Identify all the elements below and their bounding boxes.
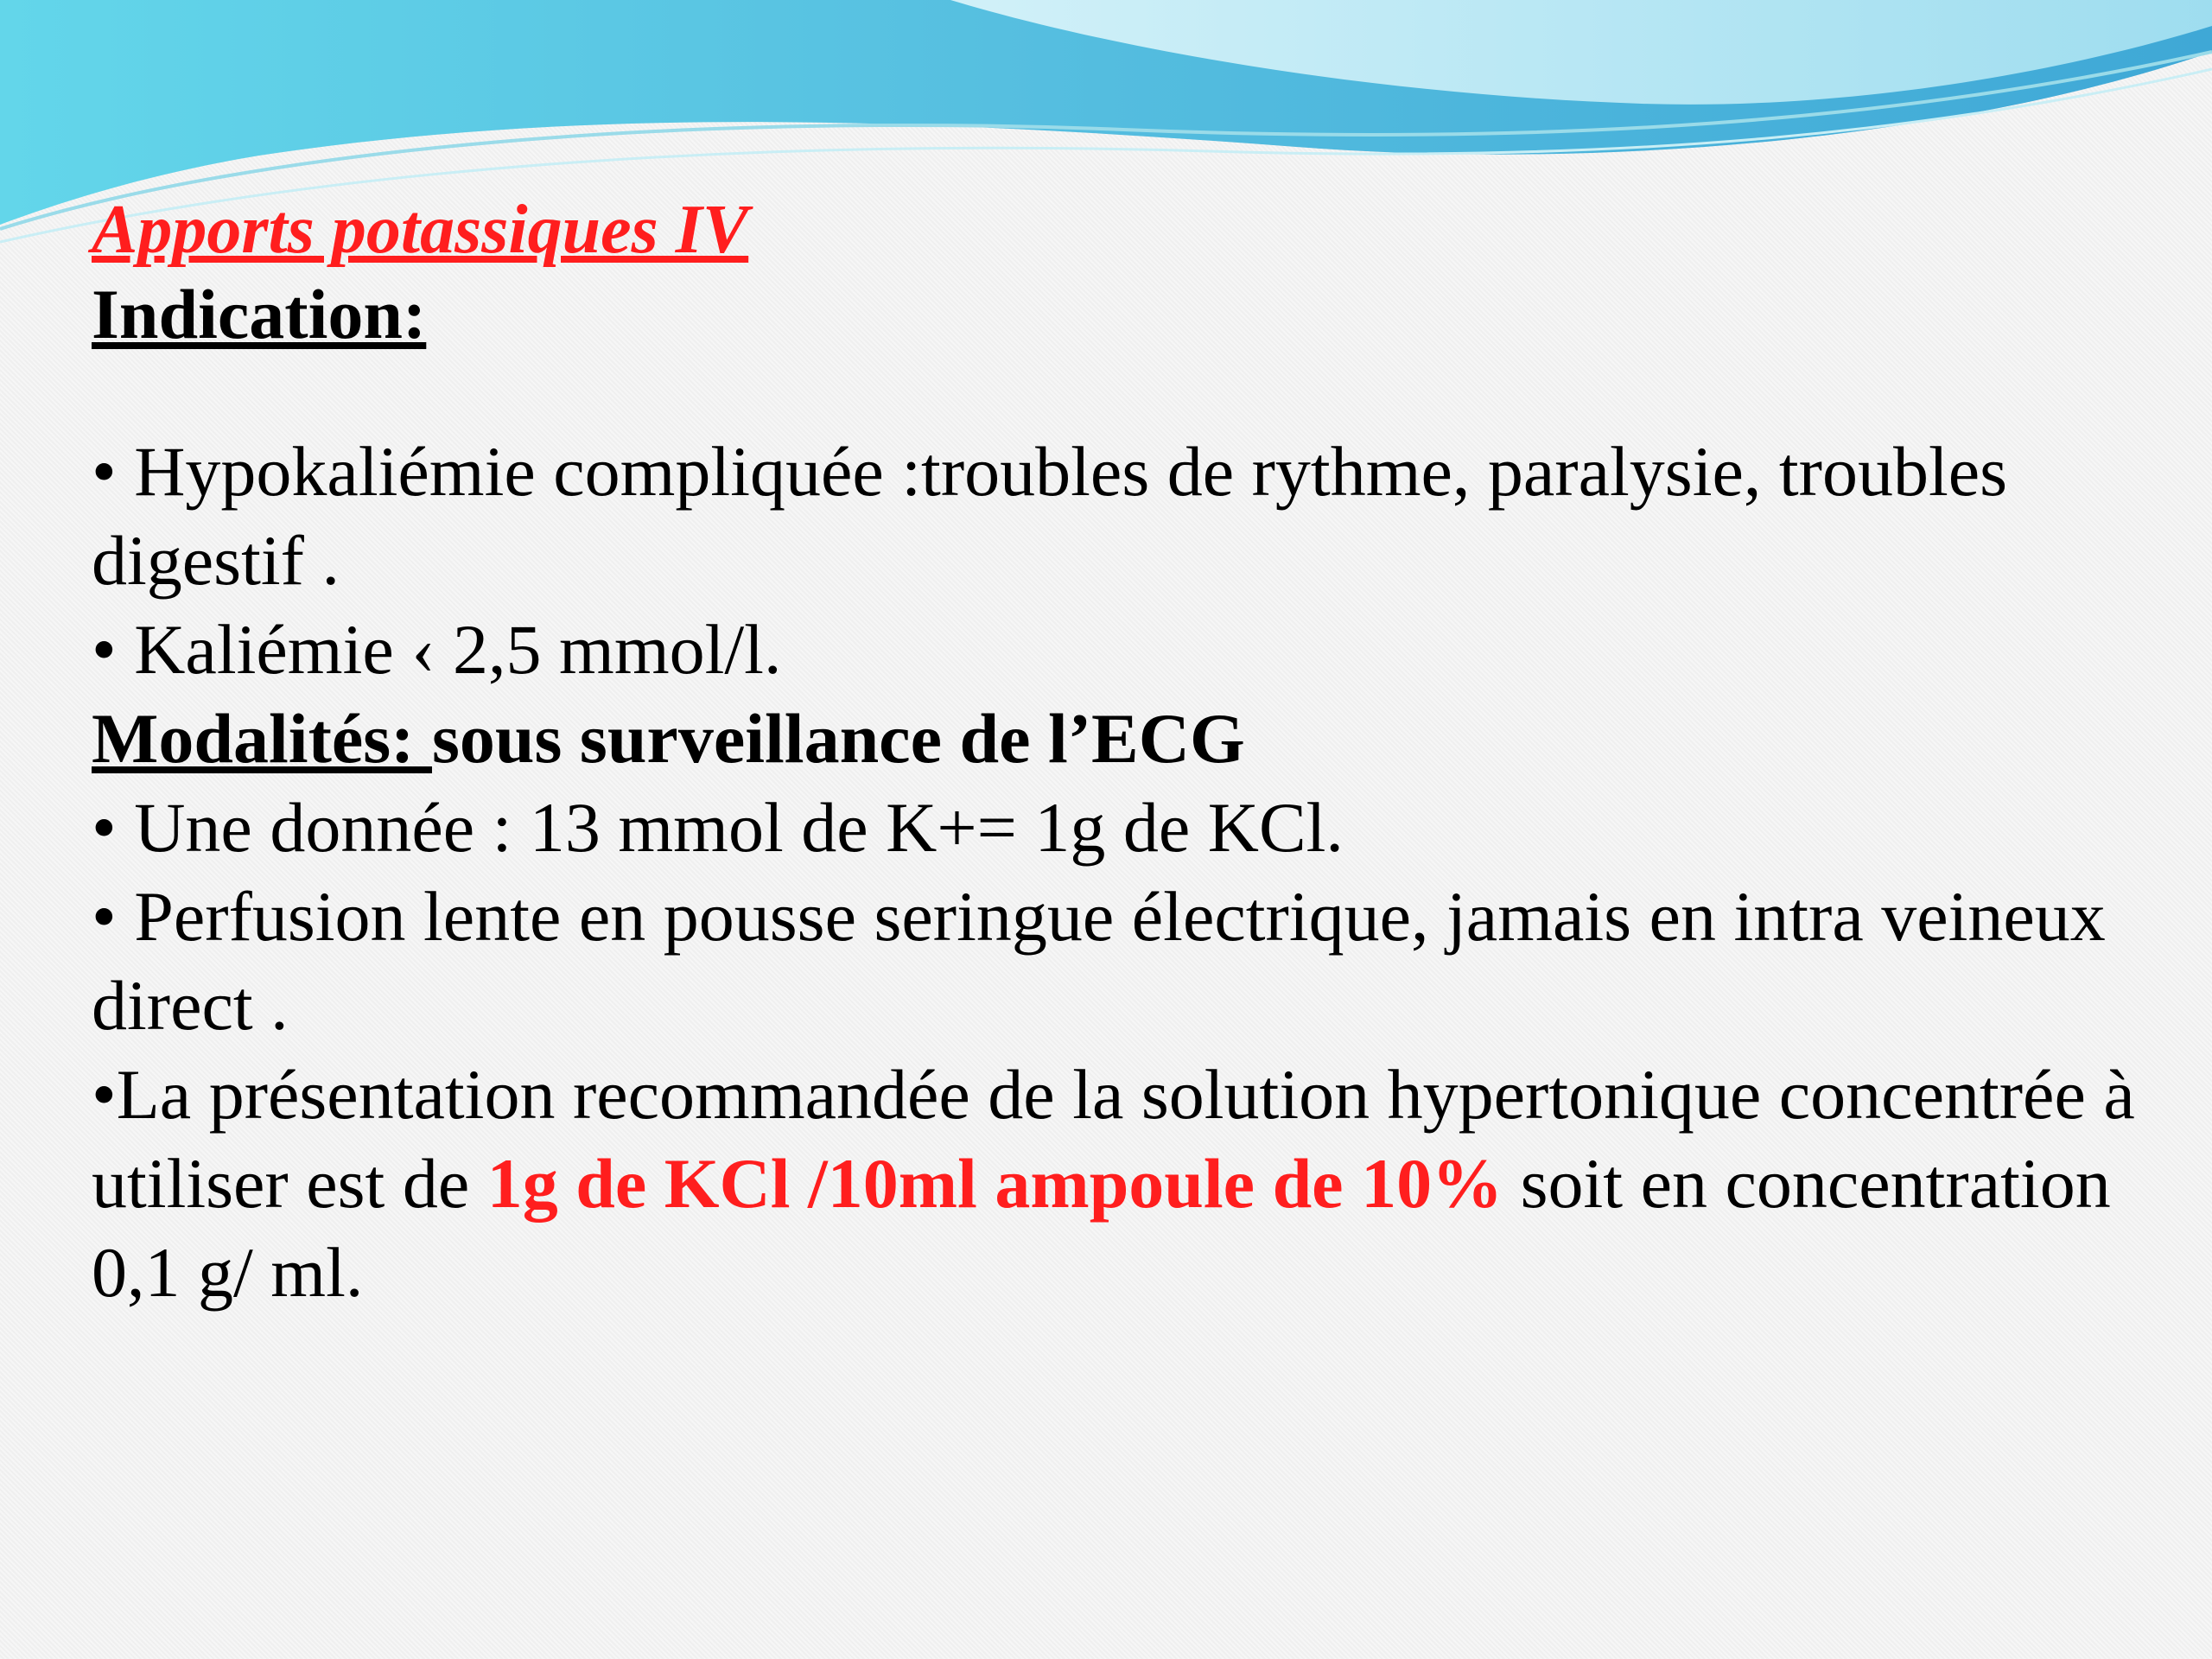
bullet-presentation	[92, 1050, 2148, 1317]
bullet-donnee: • Une donnée : 13 mmol de K+= 1g de KCl.	[92, 788, 1344, 867]
indication-heading: Indication:	[92, 275, 427, 353]
slide-title: Apports potassiques IV	[92, 192, 749, 268]
modalites-label: Modalités:	[92, 699, 432, 778]
modalites-heading	[92, 694, 2148, 783]
slide-content	[92, 188, 2148, 1317]
presentation-highlight: 1g de KCl /10ml ampoule de 10%	[486, 1144, 1503, 1223]
bullet-kaliemie: • Kaliémie ‹ 2,5 mmol/l.	[92, 610, 782, 689]
bullet-hypokaliemie: • Hypokaliémie compliquée :troubles de rythme, paralysie, troubles digestif .	[92, 432, 2008, 600]
spacer	[92, 358, 2148, 427]
modalites-text: sous surveillance de l’ECG	[431, 699, 1245, 778]
presentation-concentration: soit en concentration 0,1 g/ ml.	[92, 1144, 2111, 1312]
bullet-perfusion: • Perfusion lente en pousse seringue électrique, jamais en intra veineux direct .	[92, 877, 2106, 1045]
presentation-text: •La présentation recommandée de la solution hypertonique concentrée à utiliser est de	[92, 1055, 2135, 1223]
